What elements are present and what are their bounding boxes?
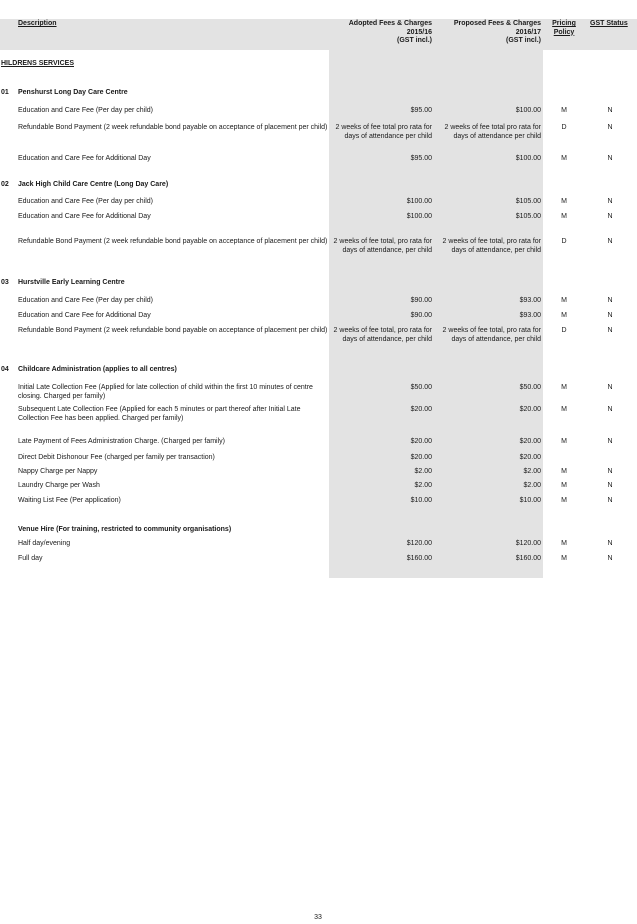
row-description: Full day [18,555,43,562]
row-description: Nappy Charge per Nappy [18,468,98,475]
row-gst-status: N [607,540,613,547]
row-adopted-fee: $10.00 [410,497,432,504]
row-adopted-fee: $120.00 [406,540,432,547]
row-proposed-fee: $20.00 [519,438,541,445]
header-proposed-line3: (GST incl.) [506,37,541,44]
row-pricing-policy: M [561,155,567,162]
row-pricing-policy: M [561,540,567,547]
row-gst-status: N [607,124,613,131]
row-adopted-fee: 2 weeks of fee total pro rata for days of attendance per child [335,124,432,140]
row-proposed-fee: $93.00 [519,312,541,319]
row-proposed-fee: $120.00 [515,540,541,547]
row-proposed-fee: $20.00 [519,406,541,413]
header-adopted [330,20,432,46]
row-adopted-fee: $100.00 [406,198,432,205]
row-pricing-policy: M [561,297,567,304]
row-description: Education and Care Fee (Per day per child) [18,107,154,114]
row-pricing-policy: M [561,406,567,413]
row-gst-status: N [607,482,613,489]
row-proposed-fee: $100.00 [515,155,541,162]
group-number-02: 02 [1,181,9,188]
row-gst-status: N [607,312,613,319]
row-proposed-fee: $105.00 [515,198,541,205]
row-gst-status: N [607,155,613,162]
header-adopted-line1: Adopted Fees & Charges [348,20,432,27]
header-pricing-line2: Policy [553,28,575,36]
row-gst-status: N [607,198,613,205]
row-proposed-fee: $93.00 [519,297,541,304]
row-gst-status: N [607,438,613,445]
row-proposed-fee: $20.00 [519,454,541,461]
row-adopted-fee: $90.00 [410,297,432,304]
row-proposed-fee: $50.00 [519,384,541,391]
row-description: Education and Care Fee for Additional Day [18,312,151,319]
row-pricing-policy: M [561,468,567,475]
row-description: Refundable Bond Payment (2 week refundable bond payable on acceptance of placement per child) [18,124,328,131]
header-proposed-line2: 2016/17 [515,28,541,36]
row-gst-status: N [607,327,613,334]
row-description: Education and Care Fee for Additional Day [18,155,151,162]
group-number-01: 01 [1,89,9,96]
row-description: Refundable Bond Payment (2 week refundable bond payable on acceptance of placement per child) [18,238,328,245]
header-pricing-line1: Pricing [552,20,576,27]
row-adopted-fee: $20.00 [410,406,432,413]
row-proposed-fee: $105.00 [515,213,541,220]
row-adopted-fee: $20.00 [410,454,432,461]
row-adopted-fee: $90.00 [410,312,432,319]
row-gst-status: N [607,497,613,504]
row-description: Late Payment of Fees Administration Charge. (Charged per family) [18,438,225,445]
row-adopted-fee: $95.00 [410,155,432,162]
row-gst-status: N [607,213,613,220]
header-proposed [436,20,541,46]
row-adopted-fee: 2 weeks of fee total, pro rata for days of attendance, per child [333,327,432,343]
header-proposed-line1: Proposed Fees & Charges [453,20,541,27]
row-adopted-fee: $100.00 [406,213,432,220]
group-title-venue-hire: Venue Hire (For training, restricted to community organisations) [18,526,232,533]
row-pricing-policy: M [561,482,567,489]
row-description: Direct Debit Dishonour Fee (charged per family per transaction) [18,454,215,461]
row-adopted-fee: $160.00 [406,555,432,562]
row-description: Refundable Bond Payment (2 week refundable bond payable on acceptance of placement per child) [18,327,328,334]
row-proposed-fee: $100.00 [515,107,541,114]
group-title-02: Jack High Child Care Centre (Long Day Care) [18,181,169,188]
row-gst-status: N [607,238,613,245]
row-adopted-fee: $50.00 [410,384,432,391]
row-pricing-policy: M [561,384,567,391]
group-number-03: 03 [1,279,9,286]
row-proposed-fee: $2.00 [523,468,541,475]
row-description: Education and Care Fee (Per day per child) [18,198,154,205]
row-gst-status: N [607,555,613,562]
row-adopted-fee: $2.00 [414,482,432,489]
row-proposed-fee: $10.00 [519,497,541,504]
row-description: Laundry Charge per Wash [18,482,100,489]
row-adopted-fee: $20.00 [410,438,432,445]
row-proposed-fee: 2 weeks of fee total, pro rata for days of attendance, per child [442,238,541,254]
row-pricing-policy: M [561,312,567,319]
row-pricing-policy: M [561,438,567,445]
row-proposed-fee: $2.00 [523,482,541,489]
header-adopted-line2: 2015/16 [406,28,432,36]
row-pricing-policy: M [561,497,567,504]
section-title: HILDRENS SERVICES [1,60,74,67]
row-pricing-policy: M [561,213,567,220]
row-pricing-policy: D [561,124,567,131]
row-gst-status: N [607,406,613,413]
row-gst-status: N [607,468,613,475]
row-proposed-fee: $160.00 [515,555,541,562]
row-adopted-fee: $2.00 [414,468,432,475]
row-proposed-fee: 2 weeks of fee total, pro rata for days of attendance, per child [442,327,541,343]
row-gst-status: N [607,384,613,391]
row-description: Education and Care Fee for Additional Day [18,213,151,220]
header-gst-status: GST Status [590,20,628,27]
header-adopted-line3: (GST incl.) [397,37,432,44]
row-pricing-policy: M [561,555,567,562]
row-adopted-fee: $95.00 [410,107,432,114]
row-description: Subsequent Late Collection Fee (Applied for each 5 minutes or part thereof after Initial Late Collection Fee has been applied. Charged per family) [18,406,301,422]
header-band [0,19,637,50]
row-description: Waiting List Fee (Per application) [18,497,121,504]
row-pricing-policy: D [561,238,567,245]
row-proposed-fee: 2 weeks of fee total pro rata for days of attendance per child [444,124,541,140]
group-number-04: 04 [1,366,9,373]
group-title-04: Childcare Administration (applies to all centres) [18,366,177,373]
row-gst-status: N [607,107,613,114]
header-description: Description [18,20,57,27]
row-description: Education and Care Fee (Per day per child) [18,297,154,304]
group-title-03: Hurstville Early Learning Centre [18,279,125,286]
row-description: Half day/evening [18,540,71,547]
row-pricing-policy: M [561,198,567,205]
group-title-01: Penshurst Long Day Care Centre [18,89,128,96]
row-adopted-fee: 2 weeks of fee total, pro rata for days of attendance, per child [333,238,432,254]
row-description: Initial Late Collection Fee (Applied for late collection of child within the first 10 minutes of centre closing. Charged per family) [18,384,313,400]
row-pricing-policy: M [561,107,567,114]
header-pricing-policy [546,20,582,37]
row-pricing-policy: D [561,327,567,334]
page-number: 33 [314,914,322,921]
row-gst-status: N [607,297,613,304]
